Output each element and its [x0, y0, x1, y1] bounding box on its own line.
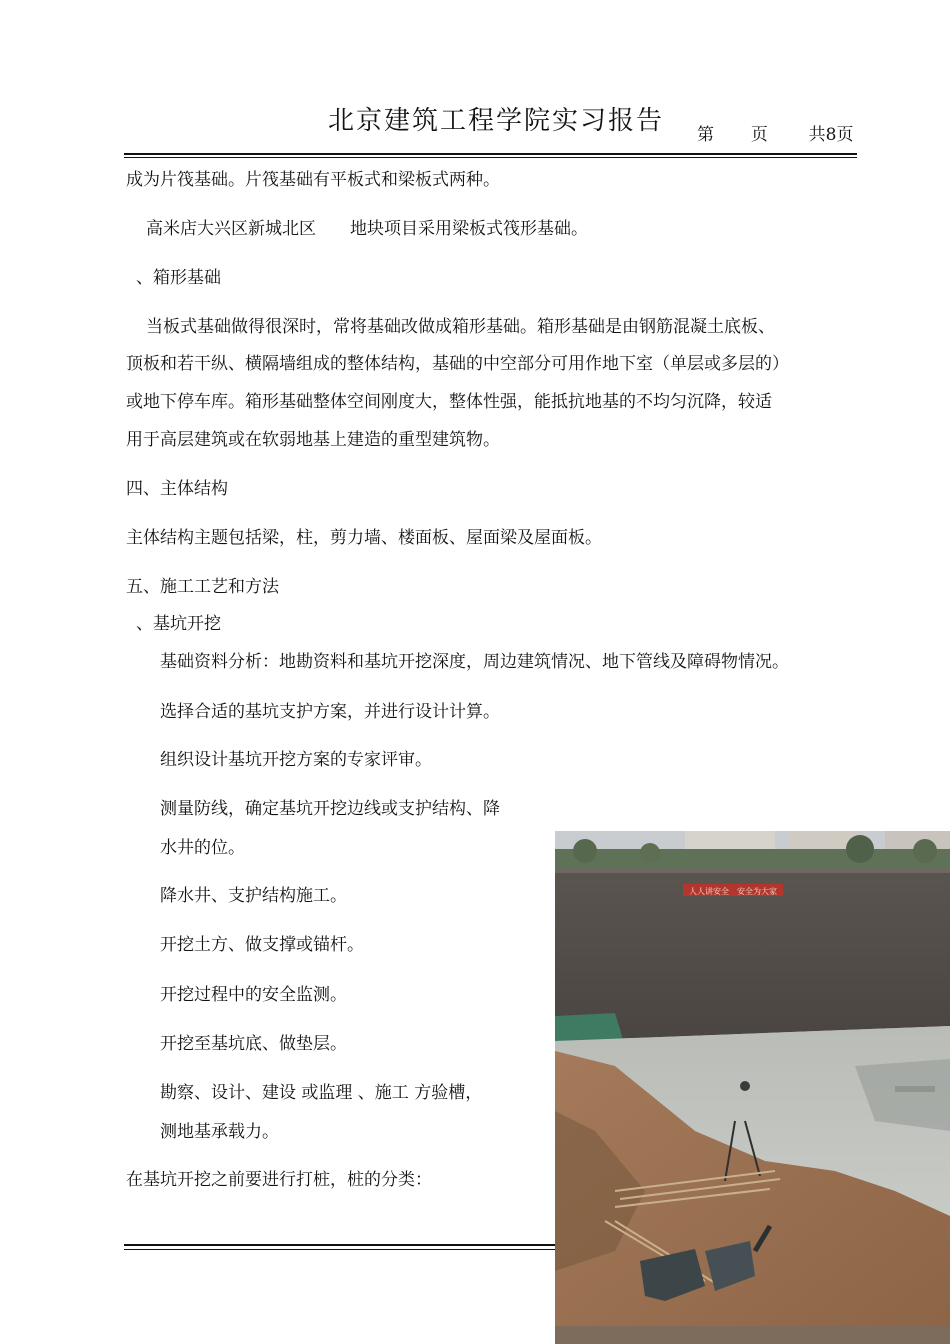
header-rule-thin — [124, 157, 857, 158]
total-pages: 共8页 — [808, 125, 854, 145]
list-item: 测量防线，确定基坑开挖边线或支护结构、降 — [160, 799, 500, 819]
list-item: 开挖土方、做支撑或锚杆。 — [160, 935, 364, 955]
list-item-continuation: 测地基承载力。 — [160, 1122, 279, 1142]
footer-rule-thick — [124, 1244, 556, 1246]
section-heading: 五、施工工艺和方法 — [126, 577, 279, 597]
body-line: 在基坑开挖之前要进行打桩，桩的分类： — [126, 1170, 432, 1190]
list-item-continuation: 水井的位。 — [160, 838, 245, 858]
page-label-prefix: 第 — [697, 125, 714, 145]
body-line: 当板式基础做得很深时，常将基础改做成箱形基础。箱形基础是由钢筋混凝土底板、 — [146, 317, 775, 337]
body-line: 或地下停车库。箱形基础整体空间刚度大，整体性强，能抵抗地基的不均匀沉降，较适 — [126, 392, 772, 412]
list-item: 降水井、支护结构施工。 — [160, 886, 347, 906]
report-title: 北京建筑工程学院实习报告 — [328, 106, 665, 136]
body-line: 顶板和若干纵、横隔墙组成的整体结构，基础的中空部分可用作地下室（单层或多层的） — [126, 354, 789, 374]
page-indicator — [697, 120, 853, 145]
construction-site-photo — [555, 831, 950, 1344]
page-label-suffix: 页 — [750, 125, 768, 145]
body-line: 高米店大兴区新城北区 地块项目采用梁板式筏形基础。 — [146, 219, 588, 239]
list-item: 组织设计基坑开挖方案的专家评审。 — [160, 750, 432, 770]
list-item: 开挖至基坑底、做垫层。 — [160, 1034, 347, 1054]
body-line: 成为片筏基础。片筏基础有平板式和梁板式两种。 — [126, 170, 500, 190]
body-line: 用于高层建筑或在软弱地基上建造的重型建筑物。 — [126, 430, 500, 450]
header-rule-thick — [124, 153, 857, 155]
section-heading: 、基坑开挖 — [136, 614, 221, 634]
list-item: 勘察、设计、建设 或监理 、施工 方验槽， — [160, 1083, 483, 1103]
body-line: 主体结构主题包括梁，柱，剪力墙、楼面板、屋面梁及屋面板。 — [126, 528, 602, 548]
footer-rule-thin — [124, 1249, 556, 1250]
list-item: 选择合适的基坑支护方案，并进行设计计算。 — [160, 702, 500, 722]
section-heading: 四、主体结构 — [126, 479, 228, 499]
safety-banner-text: 人人讲安全 安全为大家 — [689, 887, 777, 896]
section-heading: 、箱形基础 — [136, 268, 221, 288]
list-item: 开挖过程中的安全监测。 — [160, 985, 347, 1005]
list-item: 基础资料分析：地勘资料和基坑开挖深度，周边建筑情况、地下管线及障碍物情况。 — [160, 652, 789, 672]
